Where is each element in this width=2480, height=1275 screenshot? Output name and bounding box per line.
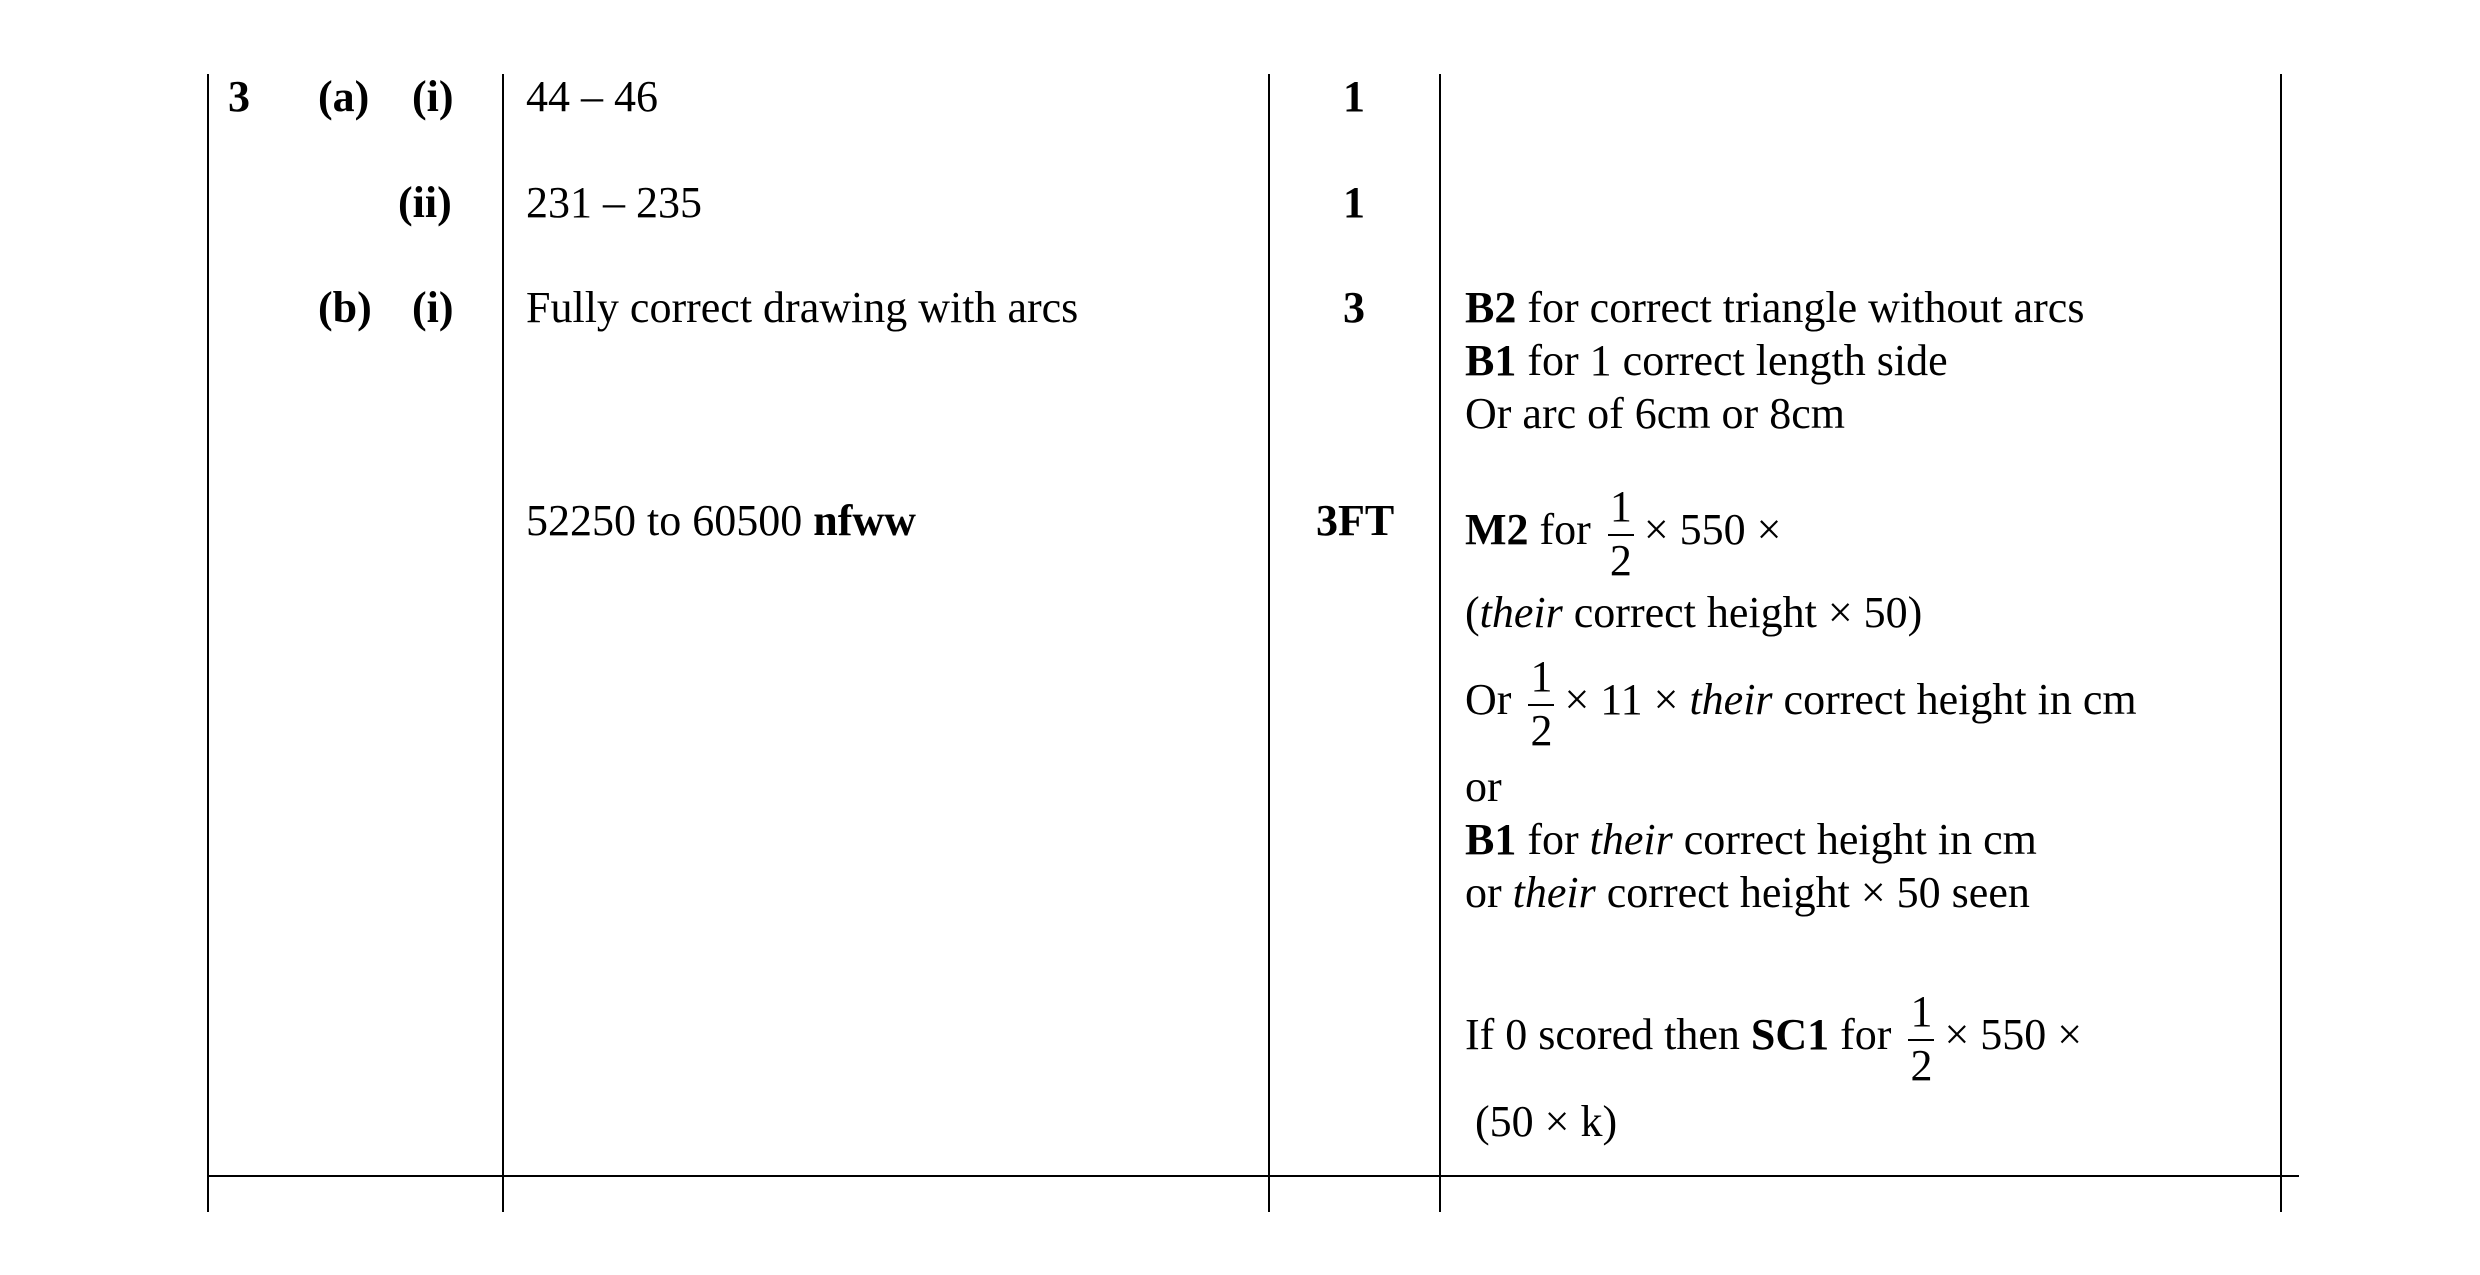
guidance-b2 <box>1465 281 2084 335</box>
answer-b-ii-nfww: nfww <box>813 496 916 545</box>
table-border-right <box>2280 74 2282 1212</box>
b1-for: for <box>1516 815 1590 864</box>
subpart-label-b-i: (i) <box>412 283 454 332</box>
mark-b-ii: 3FT <box>1316 496 1395 545</box>
guidance-m2-after: × 550 × <box>1643 505 1782 554</box>
answer-a-i: 44 – 46 <box>526 72 658 121</box>
guidance-m2 <box>1465 480 1781 583</box>
guidance-b1-code: B1 <box>1465 336 1517 385</box>
fraction-denominator: 2 <box>1609 535 1632 585</box>
fraction-half <box>1608 481 1634 585</box>
fraction-half <box>1528 651 1554 755</box>
answer-a-ii: 231 – 235 <box>526 178 702 227</box>
column-divider-answer <box>502 74 504 1212</box>
paren-open: ( <box>1465 588 1480 637</box>
guidance-50k: (50 × k) <box>1475 1097 1618 1146</box>
guidance-m2-for: for <box>1539 505 1591 554</box>
guidance-m2-code: M2 <box>1465 505 1529 554</box>
or2-prefix: or <box>1465 868 1513 917</box>
or-mid: × 11 × <box>1564 675 1690 724</box>
answer-b-ii-value: 52250 to 60500 <box>526 496 814 545</box>
answer-b-i: Fully correct drawing with arcs <box>526 283 1079 332</box>
fraction-denominator: 2 <box>1910 1040 1933 1090</box>
part-label-a: (a) <box>318 72 370 121</box>
part-label-b: (b) <box>318 283 372 332</box>
their-word: their <box>1589 815 1673 864</box>
mark-a-i: 1 <box>1343 72 1365 121</box>
sc-prefix: If 0 scored then <box>1465 1010 1751 1059</box>
table-bottom-rule <box>207 1175 2299 1177</box>
mark-a-ii: 1 <box>1343 178 1365 227</box>
guidance-b1 <box>1465 334 1948 388</box>
guidance-their-height <box>1465 586 1922 640</box>
or-prefix: Or <box>1465 675 1512 724</box>
guidance-b2-code: B2 <box>1465 283 1517 332</box>
guidance-b1-text: for 1 correct length side <box>1516 336 1948 385</box>
sc-for: for <box>1829 1010 1892 1059</box>
fraction-numerator: 1 <box>1910 986 1933 1036</box>
subpart-label-a-ii: (ii) <box>398 178 452 227</box>
fraction-numerator: 1 <box>1609 481 1632 531</box>
guidance-or-their-seen <box>1465 866 2030 920</box>
fraction-half <box>1908 986 1934 1090</box>
guidance-sc1 <box>1465 985 2082 1088</box>
their-height-text: correct height × 50) <box>1562 588 1923 637</box>
column-divider-marks <box>1268 74 1270 1212</box>
answer-b-ii <box>526 494 916 548</box>
guidance-or-half-11 <box>1465 650 2137 753</box>
guidance-b2-text: for correct triangle without arcs <box>1516 283 2085 332</box>
their-word: their <box>1689 675 1773 724</box>
or-end: correct height in cm <box>1772 675 2137 724</box>
b1-code: B1 <box>1465 815 1517 864</box>
their-word: their <box>1512 868 1596 917</box>
fraction-numerator: 1 <box>1530 651 1553 701</box>
guidance-arc: Or arc of 6cm or 8cm <box>1465 389 1845 438</box>
subpart-label-a-i: (i) <box>412 72 454 121</box>
sc-after: × 550 × <box>1944 1010 2083 1059</box>
question-number-label: 3 <box>228 72 250 121</box>
sc1-code: SC1 <box>1750 1010 1830 1059</box>
guidance-or-word: or <box>1465 762 1502 811</box>
table-border-left <box>207 74 209 1212</box>
guidance-b1-height <box>1465 813 2037 867</box>
column-divider-guidance <box>1439 74 1441 1212</box>
or2-end: correct height × 50 seen <box>1595 868 2030 917</box>
fraction-denominator: 2 <box>1530 705 1553 755</box>
their-word: their <box>1479 588 1563 637</box>
b1-end: correct height in cm <box>1672 815 2037 864</box>
mark-b-i: 3 <box>1343 283 1365 332</box>
